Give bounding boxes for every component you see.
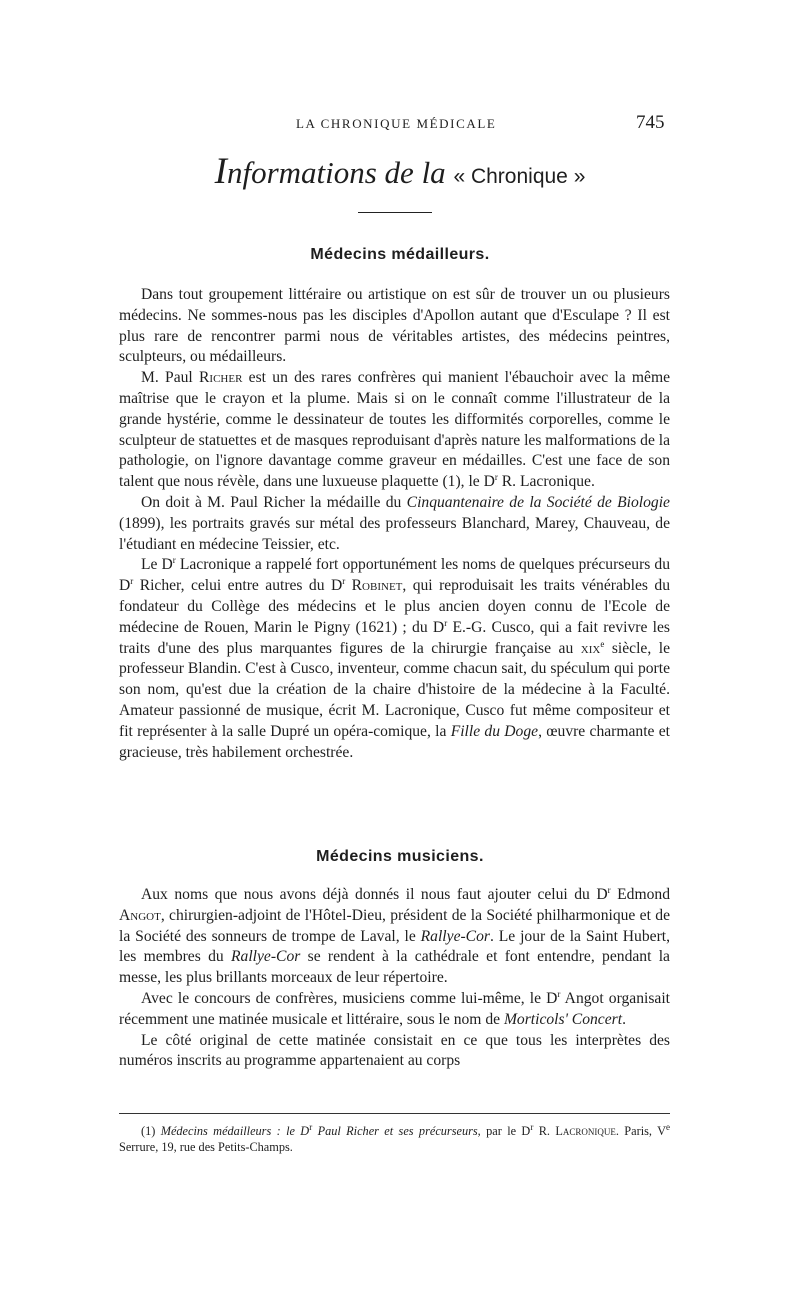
paragraph: On doit à M. Paul Richer la médaille du Cinquantenaire de la Société de Biologie (1899), les portraits gravés sur métal des professeurs Blanchard, Marey, Chauveau, de l'étudiant en médecine Teissier, etc. xyxy=(119,493,670,553)
footnote-text: (1) Médecins médailleurs : le $D^r$ Paul Richer et ses précurseurs, par le $D^r$ R. Lacronique. Paris, Ve Serrure, 19, rue des Petits-Champs. xyxy=(119,1121,670,1154)
running-head xyxy=(0,112,800,136)
footnote xyxy=(119,1123,670,1155)
title-divider xyxy=(358,212,432,213)
paragraph: Dans tout groupement littéraire ou artistique on est sûr de trouver un ou plusieurs médecins. Ne sommes-nous pas les disciples d'Apollon autant que d'Esculape ? Il est plus rare de rencontrer parmi nous de véritables artistes, des médecins peintres, sculpteurs, ou médailleurs. xyxy=(119,286,670,366)
paragraph: M. Paul Richer est un des rares confrères qui manient l'ébauchoir avec la même maîtrise que le crayon et la plume. Mais si on le connaît comme l'illustrateur de la grande hystérie, comme le dessinateur de toutes les difformités corporelles, comme le sculpteur de statuettes et de masques reproduisant d'après nature les malformations de la pathologie, on l'ignore davantage comme graveur en médailles. C'est une face de son talent que nous révèle, dans une luxueuse plaquette (1), le $D^r$ R. Lacronique. xyxy=(119,369,671,491)
title-italic: nformations de la xyxy=(226,155,446,190)
section-body-medailleurs xyxy=(119,285,670,763)
page-number: 745 xyxy=(636,112,665,133)
section-title-musiciens: Médecins musiciens. xyxy=(316,848,484,865)
page-title xyxy=(0,150,800,193)
running-title: LA CHRONIQUE MÉDICALE xyxy=(296,116,497,131)
paragraph: Le côté original de cette matinée consistait en ce que tous les interprètes des numéros inscrits au programme appartenaient au corps xyxy=(119,1031,670,1070)
title-chronique: Chronique xyxy=(470,165,568,188)
paragraph: Avec le concours de confrères, musiciens comme lui-même, le $D^r$ Angot organisait récemment une matinée musicale et littéraire, sous le nom de Morticols' Concert. xyxy=(119,988,670,1028)
title-open-quote: « xyxy=(453,165,471,188)
section-title-medailleurs: Médecins médailleurs. xyxy=(310,246,490,263)
title-close-quote: » xyxy=(567,165,586,188)
title-drop-letter: I xyxy=(214,151,227,192)
paragraph: Aux noms que nous avons déjà donnés il nous faut ajouter celui du $D^r$ Edmond Angot, chirurgien-adjoint de l'Hôtel-Dieu, président de la Société philharmonique et de la Société des sonneurs de trompe de Laval, le Rallye-Cor. Le jour de la Saint Hubert, les membres du Rallye-Cor se rendent à la cathédrale et font entendre, pendant la messe, les plus brillants morceaux de leur répertoire. xyxy=(119,884,670,987)
section-body-musiciens xyxy=(119,885,670,1072)
footnote-divider xyxy=(119,1113,670,1114)
paragraph: Le $D^r$ Lacronique a rappelé fort opportunément les noms de quelques précurseurs du $D^r$ Richer, celui entre autres du $D^r$ Robinet, qui reproduisait les traits vénérables du fondateur du Collège des médecins et le plus ancien doyen connu de l'Ecole de médecine de Rouen, Marin le Pigny (1621) ; du $D^r$ E.-G. Cusco, qui a fait revivre les traits d'une des plus marquantes figures de la chirurgie française au xix$^e$ siècle, le professeur Blandin. C'est à Cusco, inventeur, comme chacun sait, du spéculum qui porte son nom, qu'est due la création de la chaire d'histoire de la médecine à la Faculté. Amateur passionné de musique, écrit M. Lacronique, Cusco fut même compositeur et fit représenter à la salle Dupré un opéra-comique, la Fille du Doge, œuvre charmante et gracieuse, très habilement orchestrée. xyxy=(119,555,671,761)
